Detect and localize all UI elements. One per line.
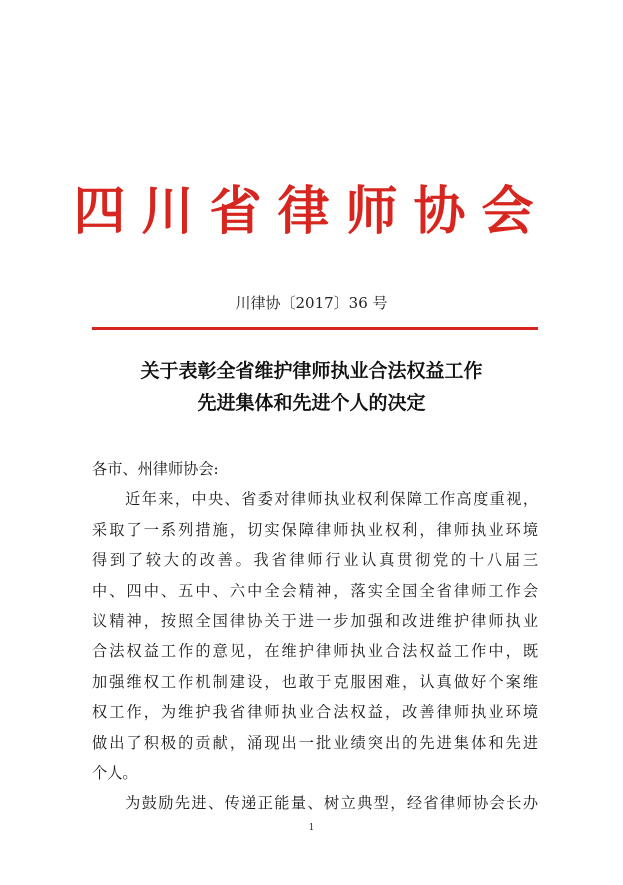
header-divider (92, 327, 538, 330)
document-title (0, 355, 623, 419)
body-line: 做出了积极的贡献，涌现出一批业绩突出的先进集体和先进 (92, 733, 538, 752)
document-number: 川律协〔2017〕36 号 (235, 294, 388, 312)
document-title-line: 先进集体和先进个人的决定 (197, 392, 426, 414)
document-body (92, 454, 538, 819)
salutation: 各市、州律师协会: (92, 460, 219, 478)
body-line: 采取了一系列措施，切实保障律师执业权利，律师执业环境 (92, 520, 538, 539)
body-line: 为鼓励先进、传递正能量、树立典型，经省律师协会长办 (92, 794, 538, 813)
body-line: 得到了较大的改善。我省律师行业认真贯彻党的十八届三 (92, 551, 538, 570)
body-line: 合法权益工作的意见，在维护律师执业合法权益工作中，既 (92, 642, 538, 661)
body-line: 近年来，中央、省委对律师执业权利保障工作高度重视， (92, 490, 538, 509)
page-number: 1 (308, 823, 315, 833)
document-title-line: 关于表彰全省维护律师执业合法权益工作 (140, 360, 483, 382)
body-line: 加强维权工作机制建设，也敢于克服困难，认真做好个案维 (92, 672, 538, 691)
body-line: 议精神，按照全国律协关于进一步加强和改进维护律师执业 (92, 612, 538, 631)
body-line: 中、四中、五中、六中全会精神，落实全国全省律师工作会 (92, 581, 538, 600)
organization-header: 四川省律师协会 (73, 181, 550, 242)
body-line: 个人。 (92, 764, 138, 783)
body-line: 权工作，为维护我省律师执业合法权益，改善律师执业环境 (92, 703, 538, 722)
